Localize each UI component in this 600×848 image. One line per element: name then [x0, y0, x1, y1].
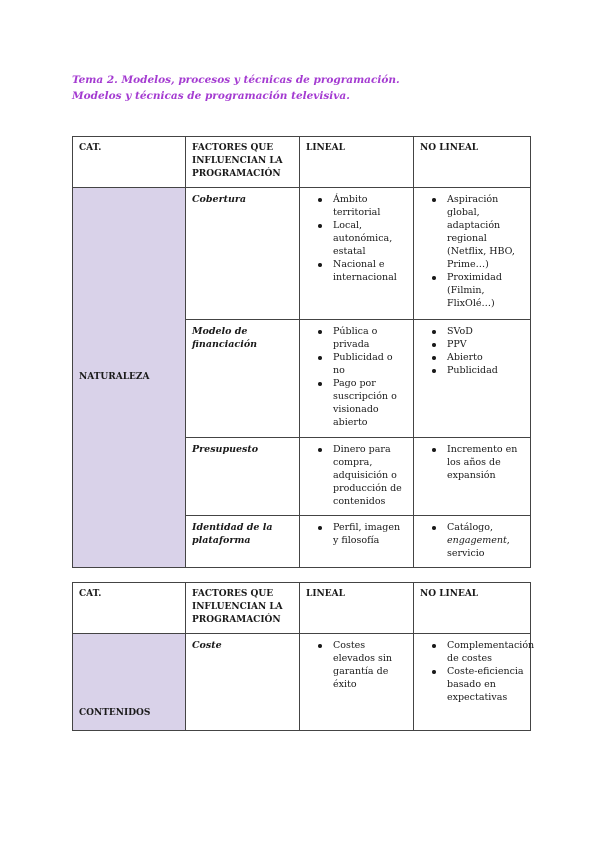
factor-cell: Identidad de la plataforma: [186, 516, 300, 568]
text-segment: Catálogo,: [447, 522, 493, 533]
bullet-list: [306, 193, 407, 284]
bullet-list: [420, 193, 524, 310]
list-item: Perfil, imagen y filosofía: [333, 521, 407, 547]
header-no-lineal: NO LINEAL: [414, 137, 531, 188]
bullet-list: [420, 521, 524, 560]
bullet-list: [306, 521, 407, 547]
lineal-cell: [300, 438, 414, 516]
no-lineal-cell: [414, 320, 531, 438]
heading-topic: Tema 2. Modelos, procesos y técnicas de programación.: [72, 74, 400, 86]
factor-cell: Cobertura: [186, 188, 300, 320]
bullet-list: [420, 443, 524, 482]
list-item: Pago por suscripción o visionado abierto: [333, 377, 407, 429]
lineal-cell: [300, 188, 414, 320]
list-item: Incremento en los años de expansión: [447, 443, 524, 482]
list-item: SVoD: [447, 325, 524, 338]
list-item: Pública o privada: [333, 325, 407, 351]
heading-subtopic: Modelos y técnicas de programación televisiva.: [72, 90, 350, 102]
header-lineal: LINEAL: [300, 583, 414, 634]
lineal-cell: [300, 320, 414, 438]
list-item: Dinero para compra, adquisición o producción de contenidos: [333, 443, 407, 508]
no-lineal-cell: [414, 516, 531, 568]
bullet-list: [420, 325, 524, 377]
no-lineal-cell: [414, 438, 531, 516]
document-header: [72, 72, 400, 104]
bullet-list: [306, 325, 407, 429]
list-item: Abierto: [447, 351, 524, 364]
list-item: Costes elevados sin garantía de éxito: [333, 639, 407, 691]
category-cell: CONTENIDOS: [73, 634, 186, 731]
list-item: Local, autonómica, estatal: [333, 219, 407, 258]
list-item: PPV: [447, 338, 524, 351]
no-lineal-cell: [414, 634, 535, 731]
table-header-row: [73, 137, 531, 188]
header-factors: FACTORES QUE INFLUENCIAN LA PROGRAMACIÓN: [186, 137, 300, 188]
header-no-lineal: NO LINEAL: [414, 583, 531, 634]
header-cat: CAT.: [73, 583, 186, 634]
list-item: Aspiración global, adaptación regional (Netflix, HBO, Prime…): [447, 193, 524, 271]
list-item: [447, 521, 524, 560]
list-item: Publicidad: [447, 364, 524, 377]
header-cat: CAT.: [73, 137, 186, 188]
list-item: Proximidad (Filmin, FlixOlé…): [447, 271, 524, 310]
no-lineal-cell: [414, 188, 531, 320]
lineal-cell: [300, 516, 414, 568]
list-item: Nacional e internacional: [333, 258, 407, 284]
factor-cell: Presupuesto: [186, 438, 300, 516]
bullet-list: [306, 639, 407, 691]
table-header-row: [73, 583, 531, 634]
table-row: [73, 634, 531, 731]
naturaleza-table: [72, 136, 531, 568]
header-factors: FACTORES QUE INFLUENCIAN LA PROGRAMACIÓN: [186, 583, 300, 634]
bullet-list: [420, 639, 535, 704]
text-segment: , servicio: [447, 535, 510, 559]
factor-cell: Modelo de financiación: [186, 320, 300, 438]
table-row: [73, 188, 531, 320]
list-item: Complementación de costes: [447, 640, 535, 664]
factor-cell: Coste: [186, 634, 300, 731]
category-cell: NATURALEZA: [73, 188, 186, 568]
list-item: Ámbito territorial: [333, 193, 407, 219]
list-item: Coste-eficiencia basado en expectativas: [447, 666, 524, 703]
list-item: Publicidad o no: [333, 351, 407, 377]
bullet-list: [306, 443, 407, 508]
text-segment-italic: engagement: [447, 535, 507, 546]
header-lineal: LINEAL: [300, 137, 414, 188]
lineal-cell: [300, 634, 414, 731]
contenidos-table: [72, 582, 535, 731]
